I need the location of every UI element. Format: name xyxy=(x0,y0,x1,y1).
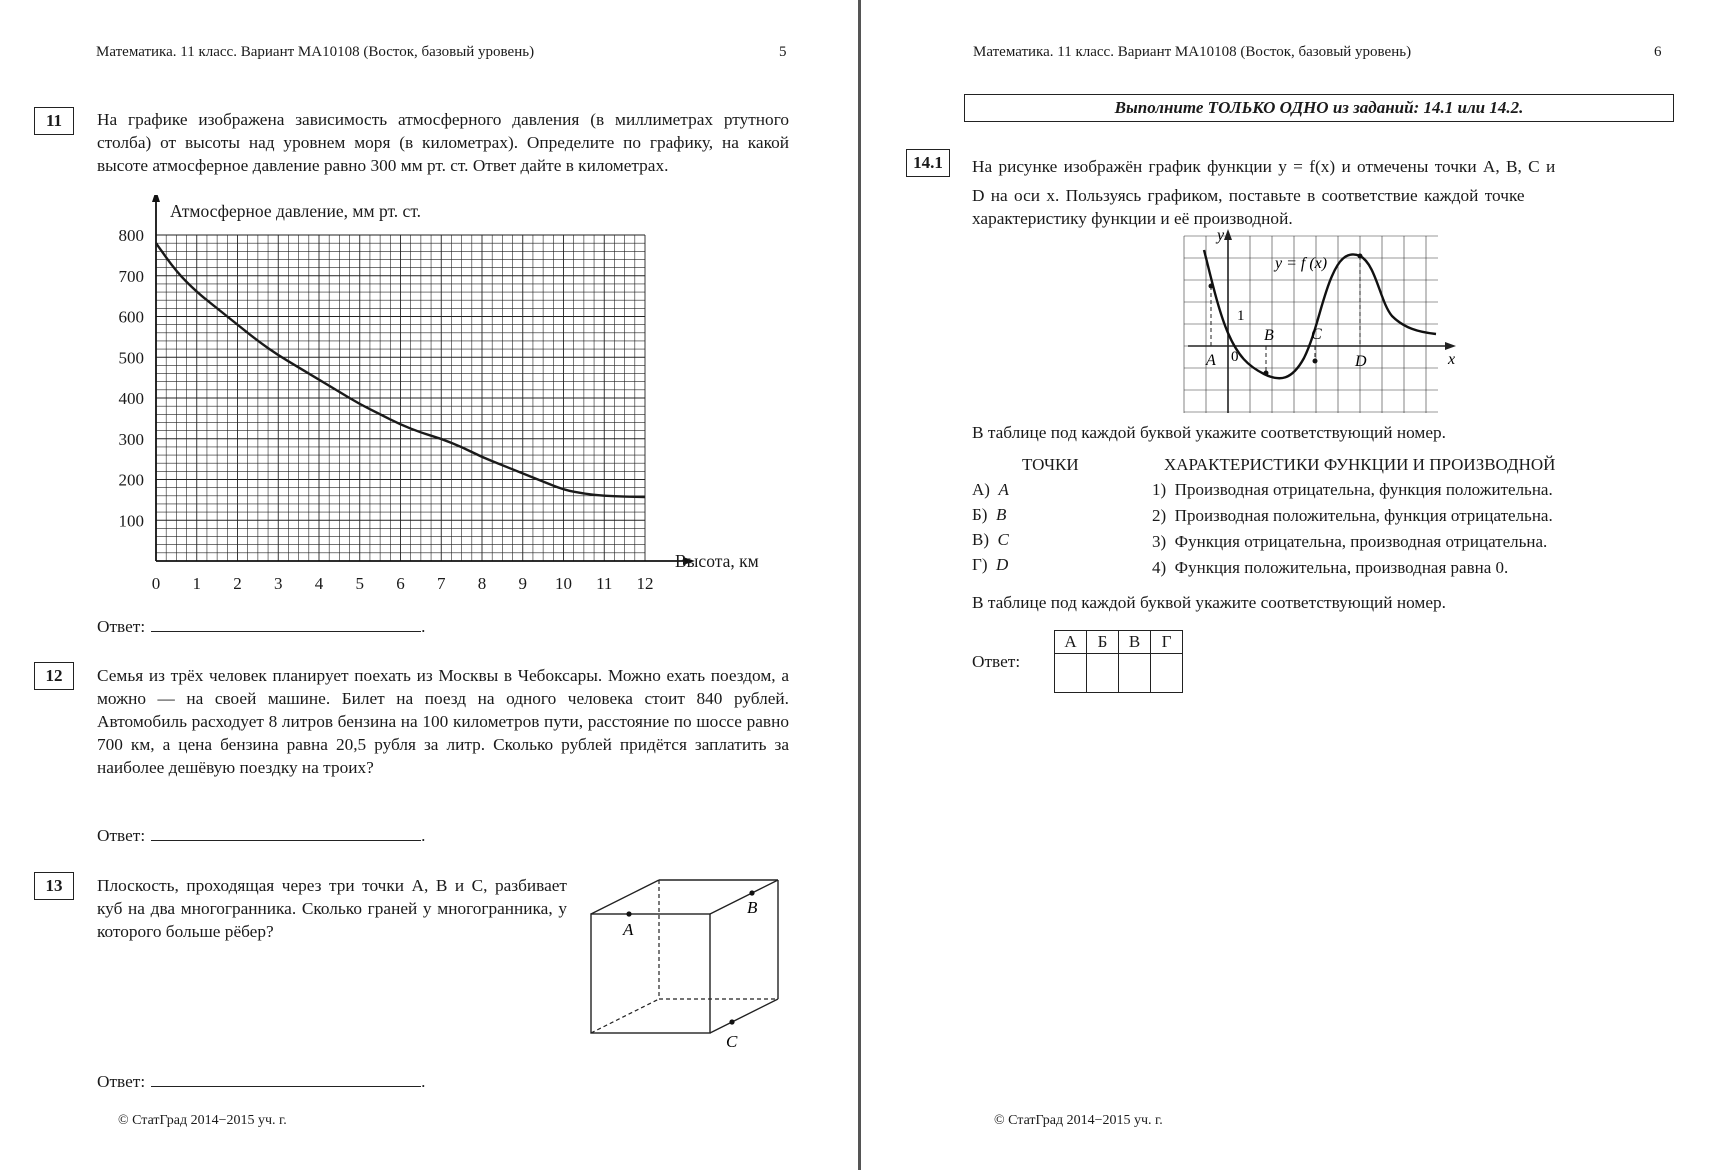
y-tick-label: 200 xyxy=(118,470,144,490)
page-header: Математика. 11 класс. Вариант МА10108 (Восток, базовый уровень) xyxy=(973,44,1412,60)
x-tick-label: 8 xyxy=(477,574,487,593)
cube-front-face xyxy=(591,914,710,1033)
task-number: 13 xyxy=(34,872,74,900)
x-tick-label: 12 xyxy=(636,574,654,593)
answer-row: Ответ: . xyxy=(97,617,426,636)
page-header: Математика. 11 класс. Вариант МА10108 (Восток, базовый уровень) xyxy=(96,44,535,60)
curve-point-c xyxy=(1313,359,1318,364)
x-tick-label: 10 xyxy=(555,574,572,593)
y-axis-arrow xyxy=(152,195,160,202)
point-a xyxy=(626,911,631,916)
x-tick-label: 11 xyxy=(596,574,613,593)
cube-figure xyxy=(585,875,795,1055)
characteristic-item: 3) Функция отрицательна, производная отрицательна. xyxy=(1152,532,1548,551)
x-tick-label: 0 xyxy=(151,574,161,593)
answer-line[interactable] xyxy=(151,1072,421,1087)
page-number: 6 xyxy=(1654,44,1662,60)
y-tick-label: 600 xyxy=(118,307,144,327)
x-axis-letter: x xyxy=(1448,351,1456,368)
point-item: А) A xyxy=(972,480,1009,499)
task-number: 12 xyxy=(34,662,74,690)
label-c: C xyxy=(726,1032,738,1051)
pressure-chart xyxy=(95,195,785,595)
x-tick-label: 5 xyxy=(355,574,364,593)
task-number: 11 xyxy=(34,107,74,135)
y-tick-label: 100 xyxy=(118,511,144,531)
chart-axes xyxy=(152,195,695,565)
point-item: В) C xyxy=(972,530,1009,549)
y-axis-letter: y xyxy=(1217,228,1225,244)
point-label-b: B xyxy=(1264,327,1274,344)
characteristic-item: 4) Функция положительна, производная равна 0. xyxy=(1152,558,1509,577)
y-tick-label: 700 xyxy=(118,266,144,286)
x-tick-label: 4 xyxy=(314,574,324,593)
curve-point-b xyxy=(1264,371,1269,376)
x-tick-label: 3 xyxy=(274,574,283,593)
chart-ticks xyxy=(119,226,654,593)
task-text-line2: D на оси x. Пользуясь графиком, поставьте в соответствие каждой точке xyxy=(972,186,1525,205)
answer-table-header: В xyxy=(1119,631,1151,654)
instruction-text: В таблице под каждой буквой укажите соответствующий номер. xyxy=(972,423,1446,442)
answer-table-header: Б xyxy=(1087,631,1119,654)
answer-row: Ответ: . xyxy=(97,1072,426,1091)
y-tick-label: 800 xyxy=(118,226,144,245)
x-axis-label: Высота, км xyxy=(675,551,759,571)
y-axis-label: Атмосферное давление, мм рт. ст. xyxy=(170,201,422,221)
characteristic-item: 2) Производная положительна, функция отрицательна. xyxy=(1152,506,1553,525)
y-tick-label: 500 xyxy=(118,348,144,368)
page-divider xyxy=(858,0,861,1170)
answer-label: Ответ: xyxy=(97,826,146,845)
page-footer: © СтатГрад 2014−2015 уч. г. xyxy=(118,1113,287,1128)
x-tick-label: 7 xyxy=(437,574,446,593)
point-b xyxy=(749,890,754,895)
point-item: Г) D xyxy=(972,555,1009,574)
task-text-line1: На рисунке изображён график функции y = f(x) и отмечены точки A, B, C и xyxy=(972,157,1556,176)
task-text-line3: характеристику функции и её производной. xyxy=(972,209,1293,228)
point-c xyxy=(729,1019,734,1024)
page-number: 5 xyxy=(779,44,787,60)
answer-cell[interactable] xyxy=(1119,654,1151,693)
characteristics-column-header: ХАРАКТЕРИСТИКИ ФУНКЦИИ И ПРОИЗВОДНОЙ xyxy=(1164,455,1556,474)
instruction-text-2: В таблице под каждой буквой укажите соответствующий номер. xyxy=(972,593,1446,612)
choice-instruction-box: Выполните ТОЛЬКО ОДНО из заданий: 14.1 или 14.2. xyxy=(964,94,1674,122)
unit-label: 1 xyxy=(1237,308,1245,324)
left-page xyxy=(0,0,858,1170)
point-label-c: C xyxy=(1311,326,1322,343)
point-item: Б) B xyxy=(972,505,1007,524)
point-label-d: D xyxy=(1355,353,1367,370)
answer-table-header: А xyxy=(1055,631,1087,654)
task-number: 14.1 xyxy=(906,149,950,177)
label-b: B xyxy=(747,898,758,917)
origin-label: 0 xyxy=(1231,349,1239,365)
points-column-header: ТОЧКИ xyxy=(1022,455,1079,474)
task-text: На графике изображена зависимость атмосферного давления (в миллиметрах ртутного столба) от высоты над уровнем моря (в километрах). Определите по графику, на какой высоте атмосферное давление равно 300 мм рт. ст. Ответ дайте в километрах. xyxy=(97,110,789,175)
function-graph xyxy=(1180,228,1460,418)
answer-cell[interactable] xyxy=(1055,654,1087,693)
function-label: y = f (x) xyxy=(1275,255,1328,272)
x-tick-label: 2 xyxy=(233,574,242,593)
answer-label: Ответ: xyxy=(97,617,146,636)
task-text: Семья из трёх человек планирует поехать из Москвы в Чебоксары. Можно ехать поездом, а можно — на своей машине. Билет на поезд на одного человека стоит 840 рублей. Автомобиль расходует 8 литров бензина на 100 километров пути, расстояние по шоссе равно 700 км, а цена бензина равна 20,5 рубля за литр. Сколько рублей придётся заплатить за наиболее дешёвую поездку на троих? xyxy=(97,666,789,777)
answer-label: Ответ: xyxy=(97,1072,146,1091)
point-label-a: A xyxy=(1206,352,1216,369)
answer-cell[interactable] xyxy=(1151,654,1183,693)
characteristic-item: 1) Производная отрицательна, функция положительна. xyxy=(1152,480,1553,499)
answer-table-header: Г xyxy=(1151,631,1183,654)
page-footer: © СтатГрад 2014−2015 уч. г. xyxy=(994,1113,1163,1128)
label-a: A xyxy=(623,920,634,939)
y-tick-label: 300 xyxy=(118,429,144,449)
answer-cell[interactable] xyxy=(1087,654,1119,693)
answer-line[interactable] xyxy=(151,826,421,841)
chart-grid xyxy=(156,235,645,561)
answer-label: Ответ: xyxy=(972,652,1021,671)
answer-line[interactable] xyxy=(151,617,421,632)
x-tick-label: 6 xyxy=(396,574,405,593)
curve-point-a xyxy=(1209,284,1214,289)
task-text: Плоскость, проходящая через три точки A, B и C, разбивает куб на два многогранника. Сколько граней у многогранника, у которого больше рёбер? xyxy=(97,876,567,941)
answer-row: Ответ: . xyxy=(97,826,426,845)
y-tick-label: 400 xyxy=(118,389,144,408)
answer-table xyxy=(1054,630,1183,693)
x-tick-label: 1 xyxy=(192,574,201,593)
curve-point-d xyxy=(1358,254,1363,259)
x-tick-label: 9 xyxy=(518,574,527,593)
